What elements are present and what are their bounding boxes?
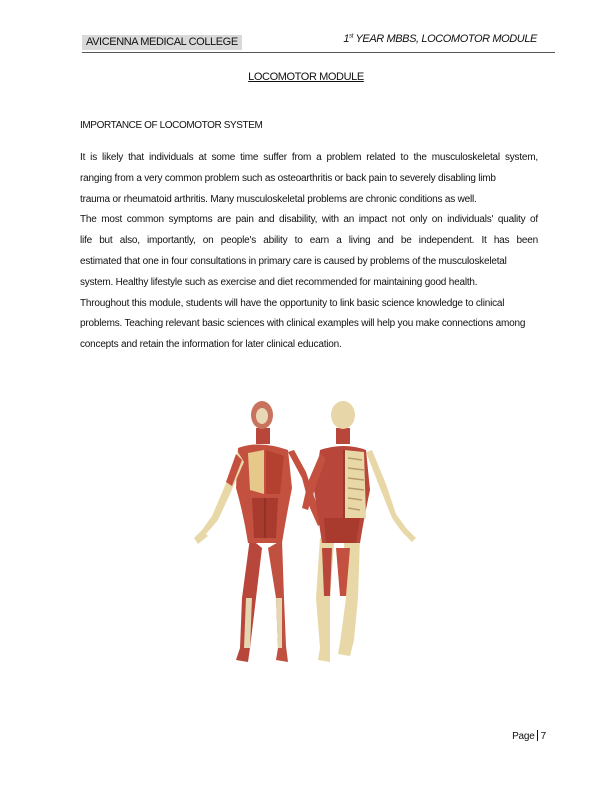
paragraph-line: life but also, importantly, on people's ability to earn a living and be independent. It has been [80,235,538,247]
module-info [343,33,537,45]
college-name: AVICENNA MEDICAL COLLEGE [82,35,242,50]
page-number: 7 [540,731,546,742]
musculoskeletal-illustration [190,398,440,670]
page-footer [512,730,546,742]
page-title: LOCOMOTOR MODULE [248,71,364,83]
body-paragraph [80,148,538,356]
back-figure [302,401,416,662]
paragraph-line: estimated that one in four consultations in primary care is caused by problems of the musculoskeletal [80,255,507,267]
paragraph-line: concepts and retain the information for later clinical education. [80,339,342,351]
page-separator [537,730,538,741]
front-figure [194,401,324,662]
paragraph-line: system. Healthy lifestyle such as exercise and diet recommended for maintaining good health. [80,276,478,288]
section-heading: IMPORTANCE OF LOCOMOTOR SYSTEM [80,120,263,131]
paragraph-line: problems. Teaching relevant basic sciences with clinical examples will help you make connections among [80,318,526,330]
module-name: YEAR MBBS, LOCOMOTOR MODULE [353,33,537,45]
page-label: Page [512,731,535,742]
year-number: 1 [343,33,350,45]
paragraph-line: The most common symptoms are pain and disability, with an impact not only on individuals' quality of [80,214,538,226]
year-suffix: st [349,33,353,40]
paragraph-line: It is likely that individuals at some time suffer from a problem related to the musculoskeletal system, [80,152,538,163]
anatomy-figure [190,398,440,670]
paragraph-line: trauma or rheumatoid arthritis. Many musculoskeletal problems are chronic conditions as well. [80,193,477,205]
page-header [82,30,555,53]
paragraph-line: ranging from a very common problem such as osteoarthritis or back pain to severely disabling limb [80,172,496,184]
paragraph-line: Throughout this module, students will have the opportunity to link basic science knowledge to clinical [80,297,505,309]
